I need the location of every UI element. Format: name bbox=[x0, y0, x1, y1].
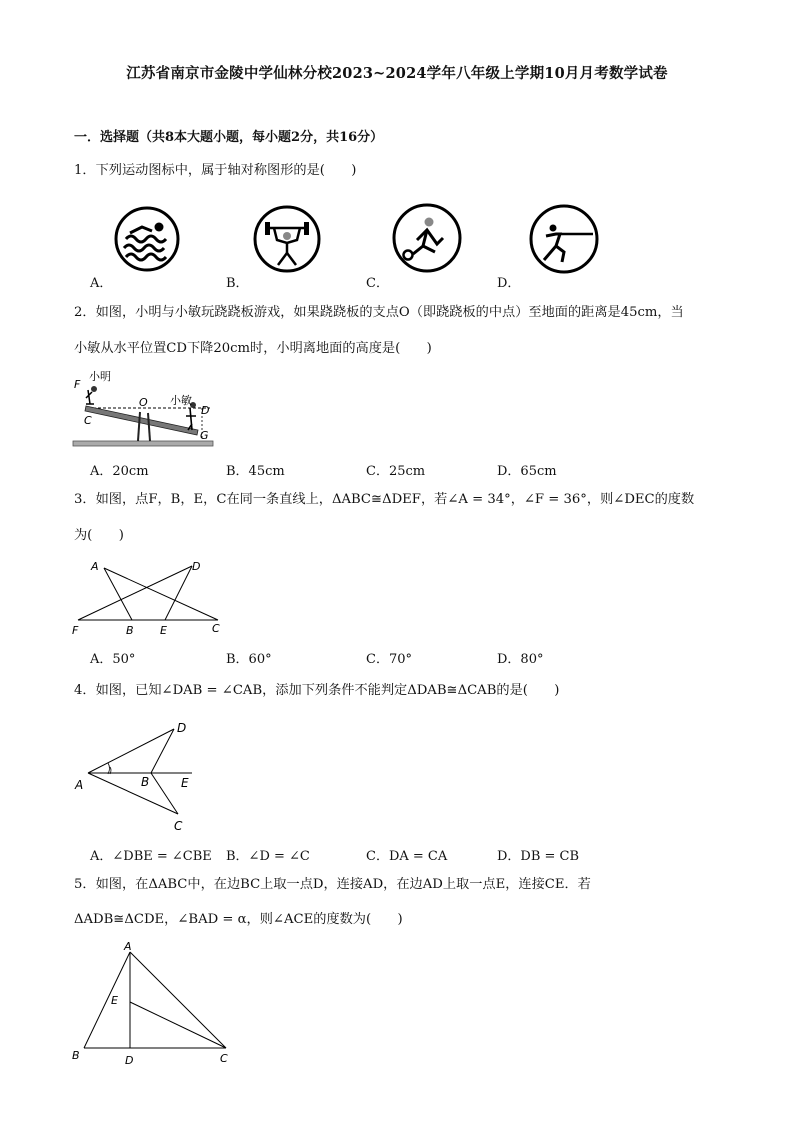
weightlifting-icon bbox=[247, 203, 327, 275]
section-heading: 一．选择题（共8本大题小题，每小题2分，共16分） bbox=[74, 130, 384, 145]
soccer-icon bbox=[387, 202, 467, 274]
label-C: C bbox=[220, 1052, 228, 1065]
option-b[interactable]: B．60° bbox=[226, 652, 272, 667]
option-c[interactable]: C． bbox=[366, 276, 389, 291]
question-3-text: 3．如图，点F，B，E，C在同一条直线上，ΔABC≅ΔDEF，若∠A = 34°，∠F = 36°，则∠DEC的度数 bbox=[74, 492, 695, 507]
label-O: O bbox=[139, 396, 148, 409]
option-d[interactable]: D．80° bbox=[497, 652, 544, 667]
fencing-icon bbox=[524, 202, 604, 274]
option-d[interactable]: D．65cm bbox=[497, 464, 557, 479]
label-A: A bbox=[75, 778, 84, 792]
option-d[interactable]: D．DB = CB bbox=[497, 849, 580, 864]
label-E: E bbox=[181, 776, 189, 790]
label-F: F bbox=[72, 624, 79, 637]
page-title: 江苏省南京市金陵中学仙林分校2023~2024学年八年级上学期10月月考数学试卷 bbox=[126, 65, 668, 82]
question-1-text: 1．下列运动图标中，属于轴对称图形的是( ) bbox=[74, 163, 357, 178]
label-D: D bbox=[201, 404, 210, 417]
label-A: A bbox=[91, 560, 99, 573]
option-c[interactable]: C．70° bbox=[366, 652, 412, 667]
option-a[interactable]: A． bbox=[90, 276, 113, 291]
label-A: A bbox=[124, 940, 132, 953]
option-c[interactable]: C．25cm bbox=[366, 464, 426, 479]
label-G: G bbox=[200, 429, 209, 442]
option-c[interactable]: C．DA = CA bbox=[366, 849, 448, 864]
label-D: D bbox=[125, 1054, 134, 1067]
swimming-icon bbox=[110, 205, 190, 275]
option-b[interactable]: B． bbox=[226, 276, 249, 291]
triangles-figure-q3 bbox=[68, 557, 228, 639]
option-a[interactable]: A．50° bbox=[90, 652, 136, 667]
option-a[interactable]: A．∠DBE = ∠CBE bbox=[90, 849, 212, 864]
triangles-figure-q4 bbox=[70, 715, 200, 835]
label-D: D bbox=[177, 721, 187, 735]
option-b[interactable]: B．45cm bbox=[226, 464, 285, 479]
label-F: F bbox=[74, 378, 81, 391]
label-E: E bbox=[160, 624, 167, 637]
label-C: C bbox=[174, 819, 183, 833]
label-xiaomin: 小敏 bbox=[170, 394, 192, 407]
label-B: B bbox=[141, 775, 150, 789]
label-B: B bbox=[126, 624, 134, 637]
question-2-text: 2．如图，小明与小敏玩跷跷板游戏，如果跷跷板的支点O（即跷跷板的中点）至地面的距离是45cm，当 bbox=[74, 305, 684, 320]
question-3-text-line2: 为( ) bbox=[74, 528, 124, 543]
question-5-text-line2: ΔADB≅ΔCDE，∠BAD = α，则∠ACE的度数为( ) bbox=[74, 912, 403, 927]
option-d[interactable]: D． bbox=[497, 276, 521, 291]
label-D: D bbox=[192, 560, 201, 573]
option-a[interactable]: A．20cm bbox=[90, 464, 149, 479]
label-E: E bbox=[111, 994, 118, 1007]
seesaw-figure bbox=[70, 368, 220, 450]
question-4-text: 4．如图，已知∠DAB = ∠CAB，添加下列条件不能判定ΔDAB≅ΔCAB的是( ) bbox=[74, 683, 560, 698]
triangle-figure-q5 bbox=[68, 938, 238, 1070]
label-B: B bbox=[72, 1049, 80, 1062]
label-xiaoming: 小明 bbox=[89, 370, 111, 383]
label-C: C bbox=[212, 622, 220, 635]
label-C: C bbox=[84, 414, 92, 427]
question-5-text: 5．如图，在ΔABC中，在边BC上取一点D，连接AD，在边AD上取一点E，连接CE．若 bbox=[74, 877, 591, 892]
question-2-text-line2: 小敏从水平位置CD下降20cm时，小明离地面的高度是( ) bbox=[74, 341, 432, 356]
option-b[interactable]: B．∠D = ∠C bbox=[226, 849, 310, 864]
